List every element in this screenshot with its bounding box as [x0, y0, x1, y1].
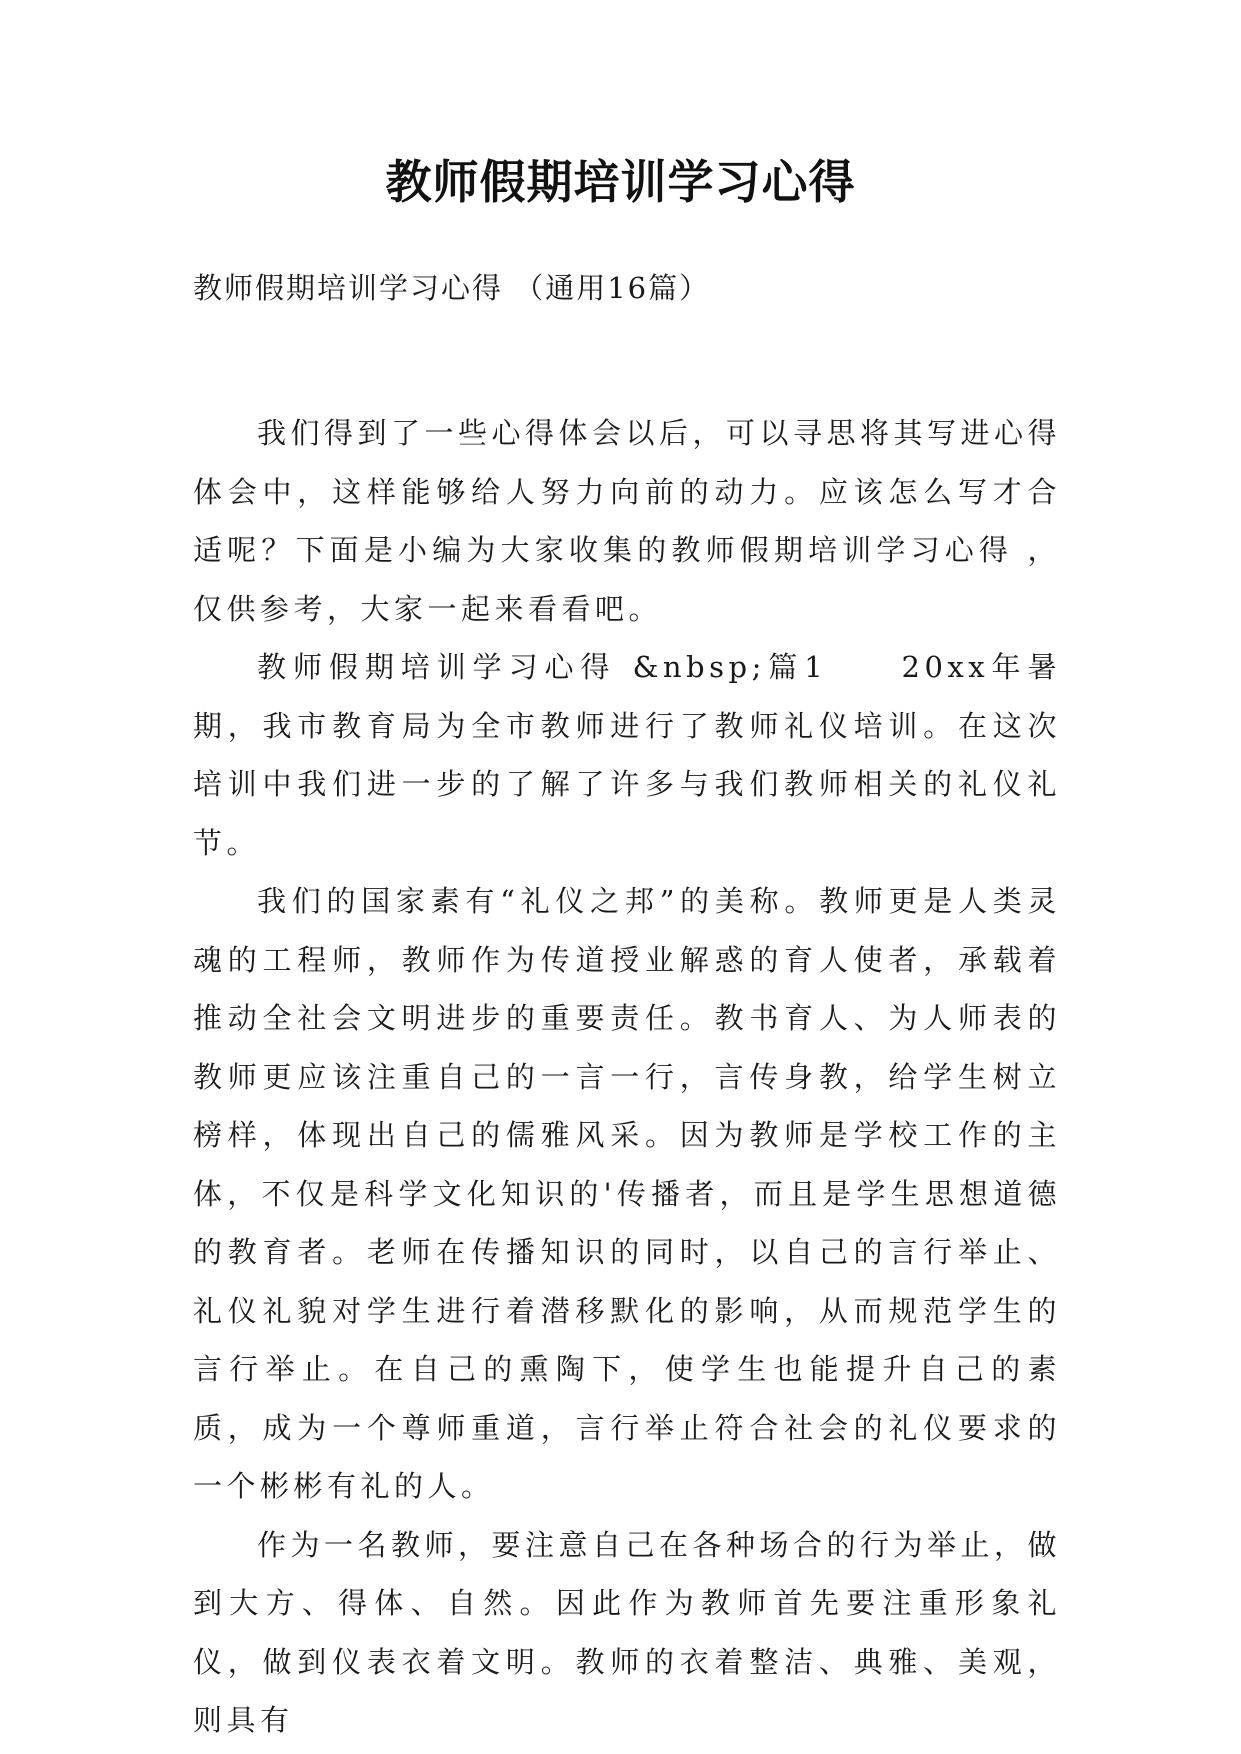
paragraph-etiquette: 我们的国家素有“礼仪之邦”的美称。教师更是人类灵魂的工程师，教师作为传道授业解惑的育人使者，承载着推动全社会文明进步的重要责任。教书育人、为人师表的教师更应该注重自己的一言一行，言传身教，给学生树立榜样，体现出自己的儒雅风采。因为教师是学校工作的主体，不仅是科学文化知识的'传播者，而且是学生思想道德的教育者。老师在传播知识的同时，以自己的言行举止、礼仪礼貌对学生进行着潜移默化的影响，从而规范学生的言行举止。在自己的熏陶下，使学生也能提升自己的素质，成为一个尊师重道，言行举止符合社会的礼仪要求的一个彬彬有礼的人。	[193, 884, 1061, 1503]
document-subtitle: 教师假期培训学习心得 （通用16篇）	[193, 271, 711, 305]
document-title: 教师假期培训学习心得	[385, 155, 856, 209]
paragraph-appearance: 作为一名教师，要注意自己在各种场合的行为举止，做到大方、得体、自然。因此作为教师首先要注重形象礼仪，做到仪表衣着文明。教师的衣着整洁、典雅、美观，则具有	[193, 1527, 1062, 1737]
document-body	[193, 404, 1061, 1750]
paragraph-section-1: 教师假期培训学习心得 &nbsp;篇1 20xx年暑期，我市教育局为全市教师进行了教师礼仪培训。在这次培训中我们进一步的了解了许多与我们教师相关的礼仪礼节。	[193, 650, 1061, 860]
paragraph-intro: 我们得到了一些心得体会以后，可以寻思将其写进心得体会中，这样能够给人努力向前的动力。应该怎么写才合适呢？下面是小编为大家收集的教师假期培训学习心得 ，仅供参考，大家一起来看看吧。	[193, 416, 1062, 626]
